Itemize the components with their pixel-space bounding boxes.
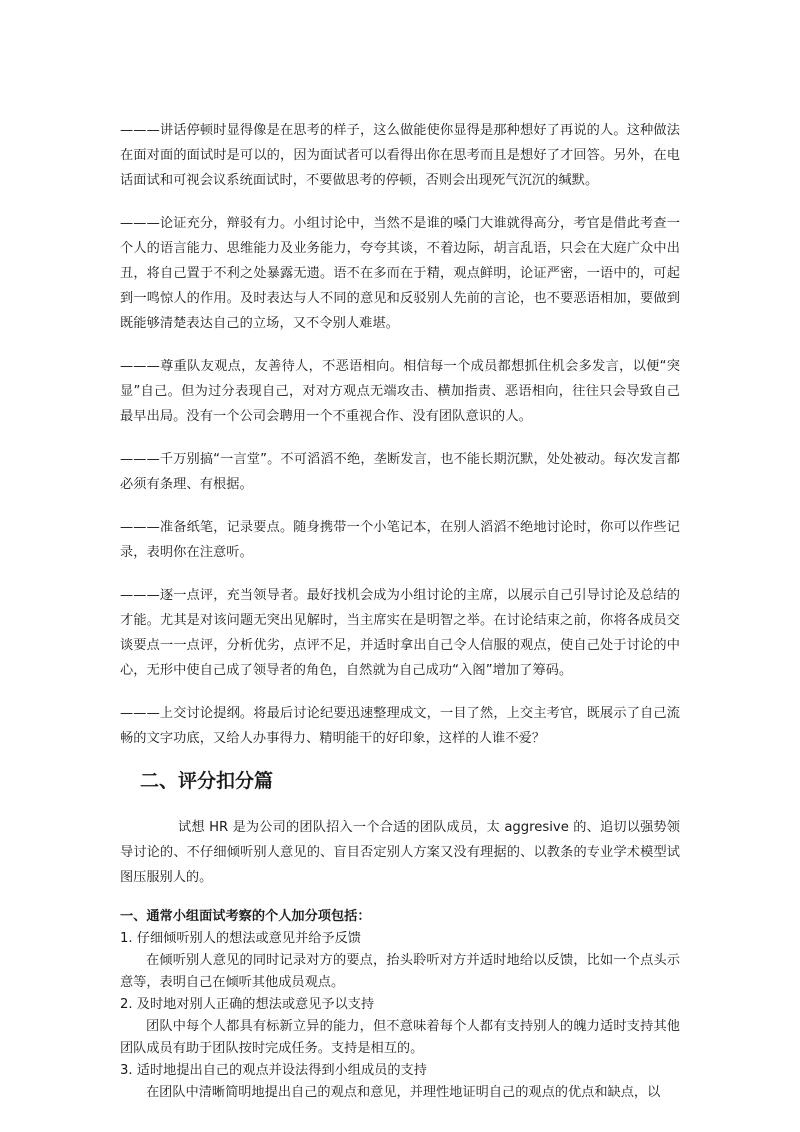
list-item-body: 团队中每个人都具有标新立异的能力，但不意味着每个人都有支持别人的魄力适时支持其他团队成员有助于团队按时完成任务。支持是相互的。 (120, 1019, 680, 1056)
paragraph: ———千万别搞“一言堂”。不可滔滔不绝，垄断发言，也不能长期沉默，处处被动。每次发言都必须有条理、有根据。 (120, 452, 680, 492)
list-item-body: 在倾听别人意见的同时记录对方的要点，抬头聆听对方并适时地给以反馈，比如一个点头示意等，表明自己在倾听其他成员观点。 (120, 953, 680, 990)
paragraph: ———逐一点评，充当领导者。最好找机会成为小组讨论的主席，以展示自己引导讨论及总结的才能。尤其是对该问题无突出见解时，当主席实在是明智之举。在讨论结束之前，你将各成员交谈要点一一点评，分析优劣，点评不足，并适时拿出自己令人信服的观点，使自己处于讨论的中心，无形中使自己成了领导者的角色，自然就为自己成功“入阁”增加了筹码。 (120, 588, 680, 678)
subheading: 一、通常小组面试考察的个人加分项包括： (120, 909, 371, 924)
paragraph: ———上交讨论提纲。将最后讨论纪要迅速整理成文，一目了然，上交主考官，既展示了自己流畅的文字功底，又给人办事得力、精明能干的好印象，这样的人谁不爱？ (120, 706, 680, 746)
paragraph: ———论证充分，辩驳有力。小组讨论中，当然不是谁的嗓门大谁就得高分，考官是借此考查一个人的语言能力、思维能力及业务能力，夸夸其谈，不着边际，胡言乱语，只会在大庭广众中出丑，将自己置于不利之处暴露无遗。语不在多而在于精，观点鲜明，论证严密，一语中的，可起到一鸣惊人的作用。及时表达与人不同的意见和反驳别人先前的言论，也不要恶语相加，要做到既能够清楚表达自己的立场，又不令别人难堪。 (120, 216, 680, 331)
paragraph: ———尊重队友观点，友善待人，不恶语相向。相信每一个成员都想抓住机会多发言，以便“突显”自己。但为过分表现自己，对对方观点无端攻击、横加指责、恶语相向，往往只会导致自己最早出局。没有一个公司会聘用一个不重视合作、没有团队意识的人。 (120, 359, 680, 424)
list-item-title: 2. 及时地对别人正确的想法或意见予以支持 (120, 997, 375, 1012)
document-page (120, 118, 680, 1104)
paragraph: ———准备纸笔，记录要点。随身携带一个小笔记本，在别人滔滔不绝地讨论时，你可以作些记录，表明你在注意听。 (120, 520, 680, 560)
list-item-title: 1. 仔细倾听别人的想法或意见并给予反馈 (120, 931, 361, 946)
section-heading: 二、评分扣分篇 (140, 770, 274, 792)
intro-paragraph: 试想 HR 是为公司的团队招入一个合适的团队成员，太 aggresive 的、追切以强势领导讨论的、不仔细倾听别人意见的、盲目否定别人方案又没有理据的、以教条的专业学术模型试图压服别人的。 (120, 820, 680, 885)
list-item-body: 在团队中清晰简明地提出自己的观点和意见，并理性地证明自己的观点的优点和缺点，以 (146, 1085, 661, 1100)
list-item-title: 3. 适时地提出自己的观点并设法得到小组成员的支持 (120, 1063, 427, 1078)
paragraph: ———讲话停顿时显得像是在思考的样子，这么做能使你显得是那种想好了再说的人。这种做法在面对面的面试时是可以的，因为面试者可以看得出你在思考而且是想好了才回答。另外，在电话面试和可视会议系统面试时，不要做思考的停顿，否则会出现死气沉沉的缄默。 (120, 123, 680, 188)
